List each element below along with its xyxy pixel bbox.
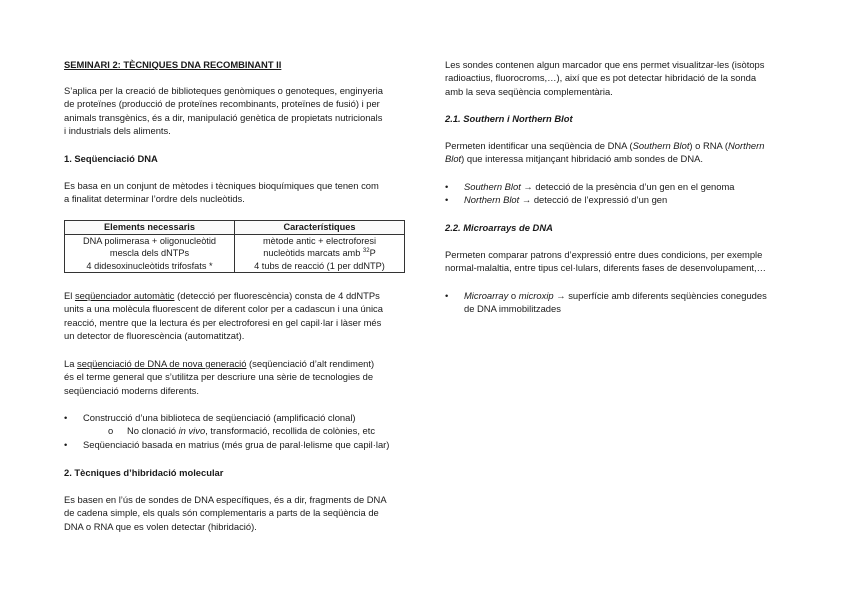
list-item <box>445 180 790 193</box>
ngs-bullet-list <box>64 411 406 451</box>
list-text: Construcció d’una biblioteca de seqüenciació (amplificació clonal) <box>83 412 356 423</box>
text-line: Es basen en l’ús de sondes de DNA específiques, és a dir, fragments de DNA <box>64 494 387 505</box>
text: (seqüenciació d’alt rendiment) <box>246 358 375 369</box>
text-line <box>445 152 764 165</box>
table-row <box>65 234 405 247</box>
list-text: Seqüenciació basada en matrius (més grua de paral·lelisme que capil·lar) <box>83 438 390 450</box>
microarray-bullet-list <box>445 289 790 316</box>
text: ) que interessa mitjançant hibridació amb sondes de DNA. <box>461 153 703 165</box>
superscript: 32 <box>362 248 370 255</box>
table-row <box>65 260 405 273</box>
table-row <box>65 247 405 260</box>
cell-text: P <box>369 248 376 259</box>
italic-text: Northern Blot <box>464 194 520 206</box>
automatic-sequencer-paragraph <box>64 289 383 342</box>
blot-bullet-list <box>445 180 790 207</box>
text-line <box>64 357 374 370</box>
list-text: → detecció de l’expressió d’un gen <box>519 194 668 206</box>
list-text: → detecció de la presència d’un gen en el genoma <box>520 181 735 192</box>
list-text: → superfície amb diferents seqüències conegudes <box>553 290 767 301</box>
cell-text: nucleòtids marcats amb <box>263 248 363 259</box>
table-header: Característiques <box>235 221 405 235</box>
section-1-paragraph <box>64 179 379 206</box>
section-2-paragraph <box>64 493 387 533</box>
bullet-icon: • <box>445 181 449 192</box>
italic-text: Southern Blot <box>464 181 521 192</box>
section-2-2-heading: 2.2. Microarrays de DNA <box>445 222 553 233</box>
text-line: reacció, mentre que la lectura és per electroforesi en gel capil·lar i làser més <box>64 316 382 328</box>
italic-text: Southern Blot <box>632 140 690 151</box>
text: La <box>64 358 78 369</box>
text-line: i industrials dels aliments. <box>64 124 171 136</box>
text-line: de cadena simple, els quals són complementaris a parts de la seqüència de <box>64 507 379 519</box>
list-item <box>64 438 406 451</box>
table-cell: 4 tubs de reacció (1 per ddNTP) <box>235 260 405 273</box>
text-line: radioactius, fluorocroms,…), així que es pot detectar hibridació de la sonda <box>445 72 757 84</box>
sub-list-item <box>64 424 406 437</box>
intro-paragraph <box>64 84 383 137</box>
text-line: DNA o RNA que es volen detectar (hibridació). <box>64 520 257 532</box>
bullet-icon: • <box>445 194 449 206</box>
table-cell <box>235 247 405 260</box>
text-line: Permeten comparar patrons d’expressió entre dues condicions, per exemple <box>445 249 763 260</box>
list-item <box>445 289 790 316</box>
list-text: , transformació, recollida de colònies, etc <box>205 425 376 437</box>
elements-table <box>64 220 405 273</box>
text-line: de proteïnes (producció de proteïnes recombinants, proteïnes de fusió) i per <box>64 98 380 110</box>
section-1-heading: 1. Seqüenciació DNA <box>64 153 158 164</box>
list-item <box>445 193 790 206</box>
text-line: un detector de fluorescència (automatitzat). <box>64 329 245 341</box>
italic-text: in vivo <box>178 425 206 437</box>
text: (detecció per fluorescència) consta de 4 ddNTPs <box>174 290 380 301</box>
italic-text: Microarray <box>464 290 509 301</box>
underlined-term: seqüenciació de DNA de nova generació <box>77 358 247 369</box>
text-line: Les sondes contenen algun marcador que ens permet visualitzar-les (isòtops <box>445 59 765 70</box>
text: ) o RNA ( <box>689 140 728 151</box>
probes-paragraph <box>445 58 764 98</box>
text-line: animals transgènics, és a dir, manipulació genètica de propietats nutricionals <box>64 111 383 123</box>
text-line: S’aplica per la creació de biblioteques genòmiques o genoteques, enginyeria <box>64 85 383 96</box>
italic-text: Blot <box>445 153 462 165</box>
underlined-term: seqüenciador automàtic <box>74 290 175 301</box>
document-title: SEMINARI 2: TÈCNIQUES DNA RECOMBINANT II <box>64 59 282 70</box>
text-line: a finalitat determinar l’ordre dels nucleòtids. <box>64 193 245 205</box>
text: Permeten identificar una seqüència de DNA ( <box>445 140 633 151</box>
table-cell: mescla dels dNTPs <box>65 247 235 260</box>
list-item <box>64 411 406 424</box>
ngs-paragraph <box>64 357 374 397</box>
microarrays-paragraph <box>445 248 766 275</box>
italic-text: Northern <box>727 140 765 151</box>
bullet-icon: • <box>64 412 68 423</box>
text-line: és el terme general que s’utilitza per descriure una sèrie de tecnologies de <box>64 371 374 383</box>
section-2-heading: 2. Tècniques d’hibridació molecular <box>64 467 224 478</box>
text-line: normal-malaltia, entre tipus cel·lulars, diferents fases de desenvolupament,… <box>445 262 766 274</box>
text-line: Es basa en un conjunt de mètodes i tècniques bioquímiques que tenen com <box>64 180 379 191</box>
table-cell: 4 didesoxinucleòtids trifosfats * <box>65 260 235 273</box>
text-line <box>64 289 383 302</box>
table-header: Elements necessaris <box>65 221 235 235</box>
text-line: units a una molècula fluorescent de diferent color per a cadascun i una única <box>64 303 383 315</box>
section-2-1-heading: 2.1. Southern i Northern Blot <box>445 113 573 124</box>
italic-text: microxip <box>518 290 554 301</box>
table-cell: DNA polimerasa + oligonucleòtid <box>65 234 235 247</box>
bullet-icon: • <box>64 438 68 450</box>
table-cell: mètode antic + electroforesi <box>235 234 405 247</box>
table-header-row <box>65 221 405 235</box>
list-text: de DNA immobilitzades <box>464 303 561 315</box>
text-line <box>445 139 764 152</box>
bullet-icon: • <box>445 290 449 301</box>
circle-bullet-icon: o <box>108 425 114 437</box>
text-line: amb la seva seqüència complementària. <box>445 85 613 97</box>
list-text: No clonació <box>127 425 179 437</box>
blot-paragraph <box>445 139 764 166</box>
text-line: seqüenciació moderns diferents. <box>64 384 199 396</box>
text: El <box>64 290 75 301</box>
list-text: o <box>508 290 519 301</box>
